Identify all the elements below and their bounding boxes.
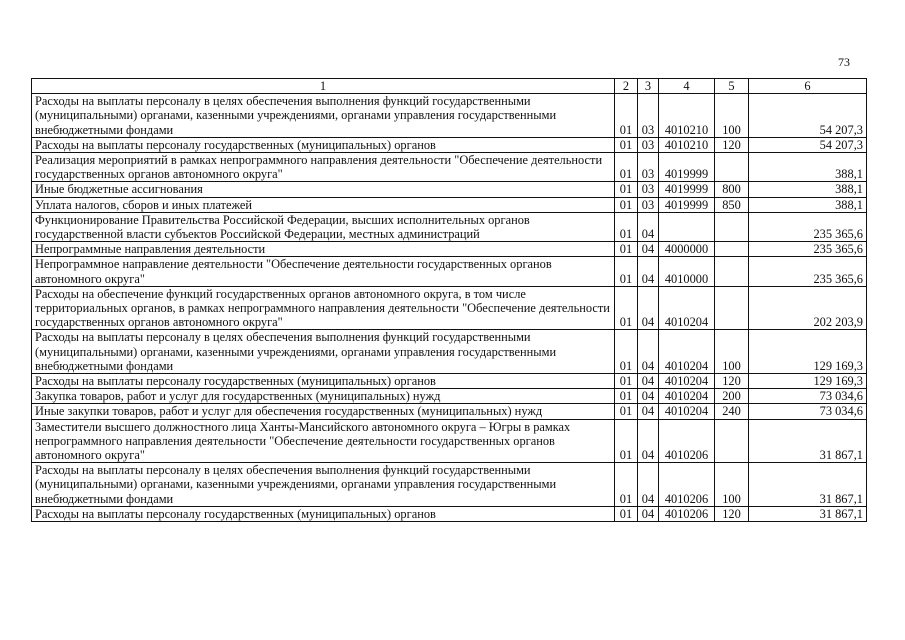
row-subsection-cell: 04: [638, 257, 659, 286]
row-amount-cell: 31 867,1: [749, 506, 867, 521]
row-amount-cell: 31 867,1: [749, 463, 867, 507]
row-section-cell: 01: [615, 463, 638, 507]
row-target-code-cell: [659, 212, 715, 241]
row-section-cell: 01: [615, 419, 638, 463]
row-expense-type-cell: 120: [715, 137, 749, 152]
row-expense-type-cell: 100: [715, 330, 749, 374]
row-name-cell: Функционирование Правительства Российской Федерации, высших исполнительных органов государственной власти субъектов Российской Федерации, местных администраций: [32, 212, 615, 241]
table-row: [32, 153, 867, 182]
row-section-cell: 01: [615, 94, 638, 138]
row-name-cell: Расходы на выплаты персоналу государственных (муниципальных) органов: [32, 137, 615, 152]
row-expense-type-cell: 120: [715, 374, 749, 389]
table-row: [32, 242, 867, 257]
row-amount-cell: 235 365,6: [749, 242, 867, 257]
row-expense-type-cell: 200: [715, 389, 749, 404]
row-target-code-cell: 4010206: [659, 463, 715, 507]
row-amount-cell: 388,1: [749, 153, 867, 182]
row-name-cell: Закупка товаров, работ и услуг для государственных (муниципальных) нужд: [32, 389, 615, 404]
row-name-cell: Расходы на выплаты персоналу в целях обеспечения выполнения функций государственными (муниципальными) органами, казенными учреждениями, органами управления государственными внебюджетными фондами: [32, 463, 615, 507]
row-subsection-cell: 04: [638, 419, 659, 463]
row-expense-type-cell: [715, 257, 749, 286]
row-name-cell: Расходы на выплаты персоналу в целях обеспечения выполнения функций государственными (муниципальными) органами, казенными учреждениями, органами управления государственными внебюджетными фондами: [32, 94, 615, 138]
row-expense-type-cell: [715, 153, 749, 182]
row-expense-type-cell: 240: [715, 404, 749, 419]
row-target-code-cell: 4000000: [659, 242, 715, 257]
table-header-row: [32, 79, 867, 94]
row-amount-cell: 202 203,9: [749, 286, 867, 330]
row-section-cell: 01: [615, 212, 638, 241]
row-expense-type-cell: 800: [715, 182, 749, 197]
row-section-cell: 01: [615, 506, 638, 521]
row-target-code-cell: 4010210: [659, 137, 715, 152]
table-row: [32, 404, 867, 419]
table-row: [32, 286, 867, 330]
column-header: 4: [659, 79, 715, 94]
table-row: [32, 330, 867, 374]
row-section-cell: 01: [615, 389, 638, 404]
row-amount-cell: 73 034,6: [749, 389, 867, 404]
row-name-cell: Реализация мероприятий в рамках непрограммного направления деятельности "Обеспечение деятельности государственных органов автономного округа": [32, 153, 615, 182]
row-target-code-cell: 4019999: [659, 153, 715, 182]
column-header: 3: [638, 79, 659, 94]
row-target-code-cell: 4010204: [659, 286, 715, 330]
row-target-code-cell: 4010210: [659, 94, 715, 138]
row-amount-cell: 235 365,6: [749, 257, 867, 286]
row-name-cell: Непрограммные направления деятельности: [32, 242, 615, 257]
budget-table: [31, 78, 867, 522]
row-target-code-cell: 4010206: [659, 506, 715, 521]
row-target-code-cell: 4010204: [659, 389, 715, 404]
row-section-cell: 01: [615, 404, 638, 419]
row-target-code-cell: 4010204: [659, 330, 715, 374]
column-header: 6: [749, 79, 867, 94]
row-amount-cell: 388,1: [749, 197, 867, 212]
row-amount-cell: 235 365,6: [749, 212, 867, 241]
row-subsection-cell: 03: [638, 197, 659, 212]
row-expense-type-cell: [715, 286, 749, 330]
row-subsection-cell: 04: [638, 463, 659, 507]
page-number: 73: [838, 55, 850, 69]
row-amount-cell: 129 169,3: [749, 374, 867, 389]
row-target-code-cell: 4019999: [659, 197, 715, 212]
row-name-cell: Заместители высшего должностного лица Ханты-Мансийского автономного округа – Югры в рамках непрограммного направления деятельности "Обеспечение деятельности государственных органов автономного округа": [32, 419, 615, 463]
row-subsection-cell: 04: [638, 286, 659, 330]
row-section-cell: 01: [615, 330, 638, 374]
row-name-cell: Иные закупки товаров, работ и услуг для обеспечения государственных (муниципальных) нужд: [32, 404, 615, 419]
row-subsection-cell: 03: [638, 94, 659, 138]
row-target-code-cell: 4010204: [659, 404, 715, 419]
row-section-cell: 01: [615, 257, 638, 286]
row-amount-cell: 73 034,6: [749, 404, 867, 419]
row-section-cell: 01: [615, 286, 638, 330]
row-name-cell: Расходы на выплаты персоналу государственных (муниципальных) органов: [32, 374, 615, 389]
column-header: 2: [615, 79, 638, 94]
row-subsection-cell: 04: [638, 374, 659, 389]
table-row: [32, 374, 867, 389]
row-name-cell: Иные бюджетные ассигнования: [32, 182, 615, 197]
row-target-code-cell: 4019999: [659, 182, 715, 197]
table-row: [32, 137, 867, 152]
row-name-cell: Расходы на обеспечение функций государственных органов автономного округа, в том числе территориальных органов, в рамках непрограммного направления деятельности "Обеспечение деятельности государственных органов автономного округа": [32, 286, 615, 330]
table-row: [32, 212, 867, 241]
row-subsection-cell: 04: [638, 242, 659, 257]
row-target-code-cell: 4010000: [659, 257, 715, 286]
row-subsection-cell: 03: [638, 137, 659, 152]
row-amount-cell: 31 867,1: [749, 419, 867, 463]
row-name-cell: Расходы на выплаты персоналу в целях обеспечения выполнения функций государственными (муниципальными) органами, казенными учреждениями, органами управления государственными внебюджетными фондами: [32, 330, 615, 374]
row-name-cell: Расходы на выплаты персоналу государственных (муниципальных) органов: [32, 506, 615, 521]
row-target-code-cell: 4010206: [659, 419, 715, 463]
table-row: [32, 197, 867, 212]
row-subsection-cell: 04: [638, 404, 659, 419]
row-expense-type-cell: 850: [715, 197, 749, 212]
table-row: [32, 419, 867, 463]
row-subsection-cell: 04: [638, 506, 659, 521]
table-row: [32, 506, 867, 521]
row-subsection-cell: 04: [638, 330, 659, 374]
row-section-cell: 01: [615, 182, 638, 197]
column-header: 1: [32, 79, 615, 94]
row-subsection-cell: 03: [638, 153, 659, 182]
table-row: [32, 463, 867, 507]
row-section-cell: 01: [615, 242, 638, 257]
row-target-code-cell: 4010204: [659, 374, 715, 389]
row-section-cell: 01: [615, 197, 638, 212]
table-row: [32, 257, 867, 286]
table-row: [32, 94, 867, 138]
row-amount-cell: 54 207,3: [749, 94, 867, 138]
row-subsection-cell: 03: [638, 182, 659, 197]
row-amount-cell: 129 169,3: [749, 330, 867, 374]
row-expense-type-cell: [715, 419, 749, 463]
row-section-cell: 01: [615, 153, 638, 182]
row-expense-type-cell: [715, 242, 749, 257]
row-subsection-cell: 04: [638, 389, 659, 404]
row-expense-type-cell: 100: [715, 94, 749, 138]
row-expense-type-cell: [715, 212, 749, 241]
row-name-cell: Непрограммное направление деятельности "Обеспечение деятельности государственных органов автономного округа": [32, 257, 615, 286]
row-subsection-cell: 04: [638, 212, 659, 241]
table-row: [32, 182, 867, 197]
row-section-cell: 01: [615, 374, 638, 389]
row-amount-cell: 388,1: [749, 182, 867, 197]
row-expense-type-cell: 100: [715, 463, 749, 507]
table-row: [32, 389, 867, 404]
row-amount-cell: 54 207,3: [749, 137, 867, 152]
row-name-cell: Уплата налогов, сборов и иных платежей: [32, 197, 615, 212]
column-header: 5: [715, 79, 749, 94]
row-expense-type-cell: 120: [715, 506, 749, 521]
row-section-cell: 01: [615, 137, 638, 152]
